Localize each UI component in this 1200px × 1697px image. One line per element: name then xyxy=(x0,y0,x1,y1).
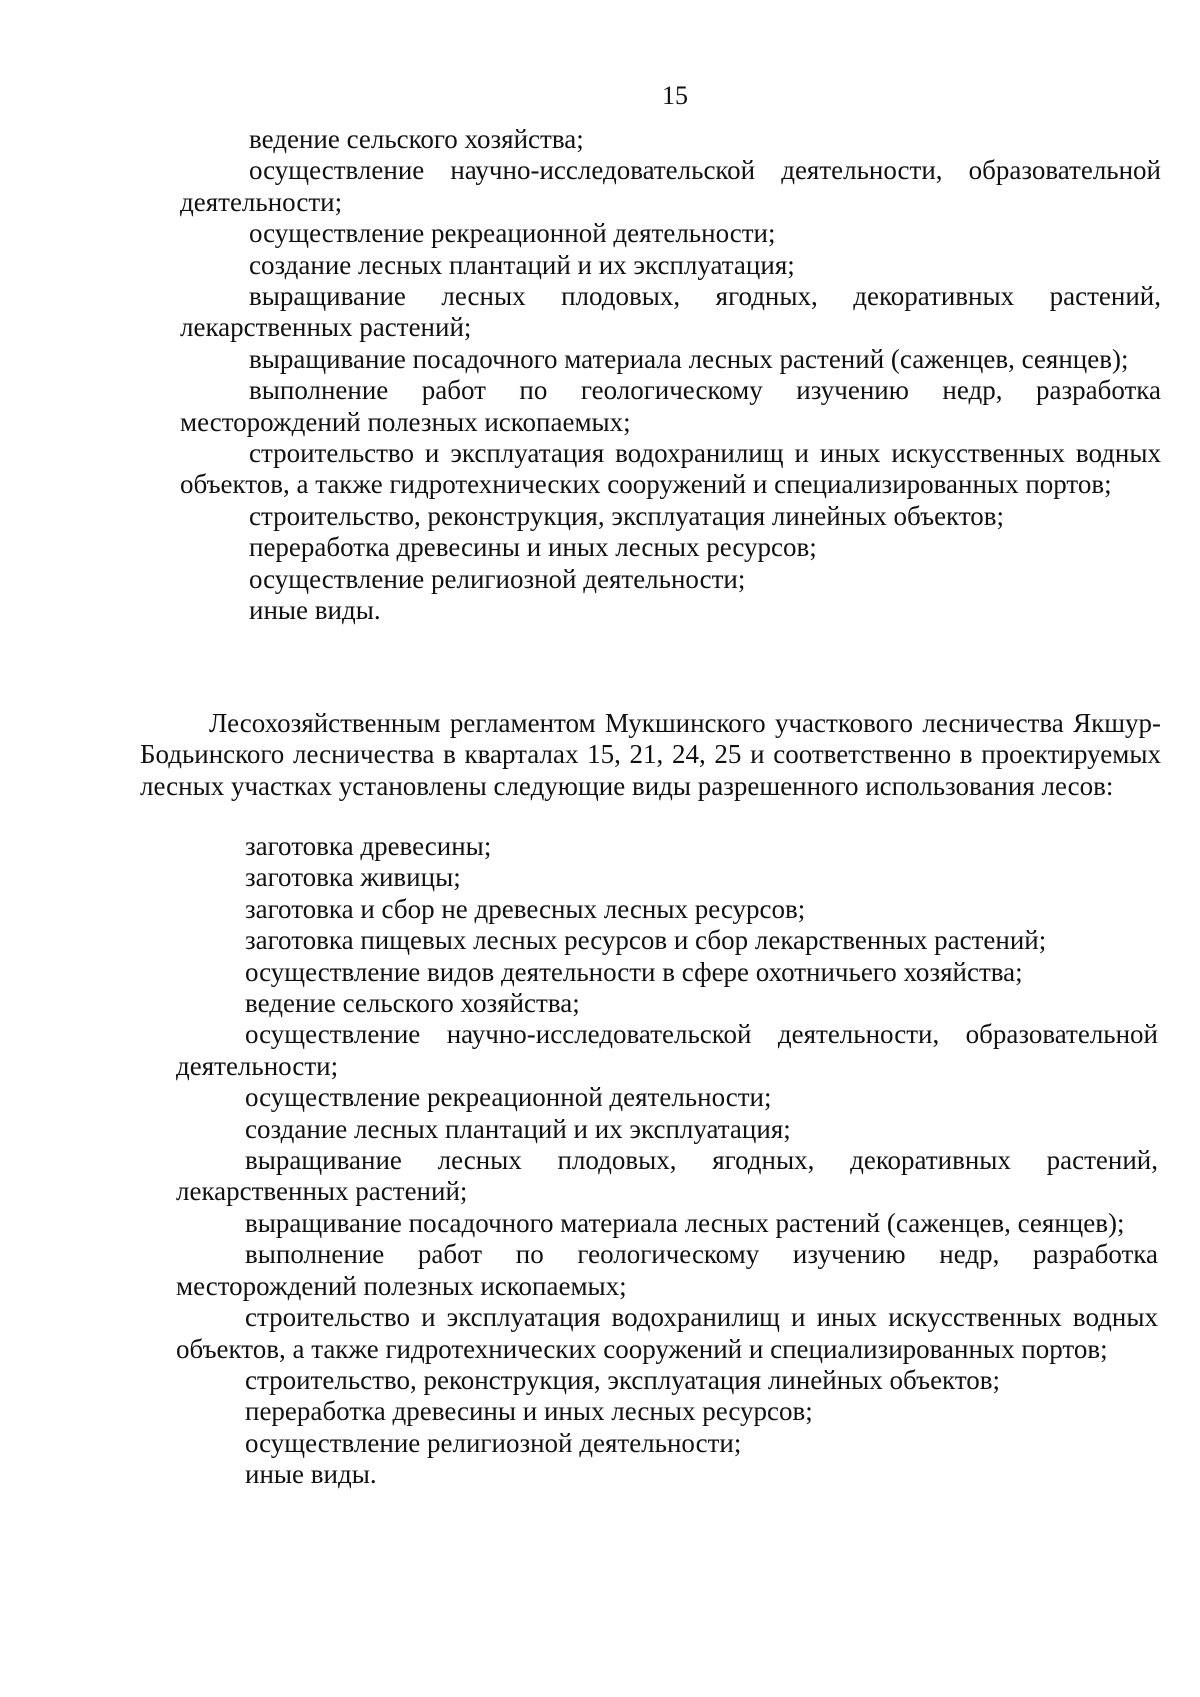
list-item: заготовка живицы; xyxy=(245,862,461,893)
list-item: ведение сельского хозяйства; xyxy=(245,988,580,1019)
list-item: осуществление рекреационной деятельности; xyxy=(245,1082,772,1113)
list-item: выращивание посадочного материала лесных растений (саженцев, сеянцев); xyxy=(245,1207,1125,1238)
list-item: иные виды. xyxy=(245,1459,377,1490)
list-item: ведение сельского хозяйства; xyxy=(249,124,584,154)
list-item: осуществление религиозной деятельности; xyxy=(245,1427,742,1458)
list-item: строительство, реконструкция, эксплуатация линейных объектов; xyxy=(245,1364,1001,1395)
list-item: выращивание посадочного материала лесных растений (саженцев, сеянцев); xyxy=(249,343,1129,374)
list-item: осуществление рекреационной деятельности; xyxy=(249,218,776,249)
list-item: иные виды. xyxy=(249,595,381,626)
regulation-paragraph-block xyxy=(140,708,1161,802)
list-item: создание лесных плантаций и их эксплуатация; xyxy=(249,249,795,280)
list-item: осуществление видов деятельности в сфере охотничьего хозяйства; xyxy=(245,956,1023,987)
usage-list-first xyxy=(180,124,1161,627)
list-item: осуществление религиозной деятельности; xyxy=(249,563,746,594)
list-item: переработка древесины и иных лесных ресурсов; xyxy=(249,532,817,563)
list-item: выполнение работ по геологическому изучению недр, разработка месторождений полезных ископаемых; xyxy=(176,1239,1158,1301)
list-item: осуществление научно-исследовательской деятельности, образовательной деятельности; xyxy=(176,1019,1158,1081)
list-item: строительство и эксплуатация водохранилищ и иных искусственных водных объектов, а также гидротехнических сооружений и специализированных портов; xyxy=(180,438,1161,500)
list-item: переработка древесины и иных лесных ресурсов; xyxy=(245,1396,813,1427)
list-item: выполнение работ по геологическому изучению недр, разработка месторождений полезных ископаемых; xyxy=(180,375,1161,437)
list-item: заготовка пищевых лесных ресурсов и сбор лекарственных растений; xyxy=(245,925,1047,956)
page-number: 15 xyxy=(662,81,688,110)
list-item: заготовка древесины; xyxy=(245,831,492,861)
list-item: строительство, реконструкция, эксплуатация линейных объектов; xyxy=(249,500,1005,531)
list-item: строительство и эксплуатация водохранилищ и иных искусственных водных объектов, а также гидротехнических сооружений и специализированных портов; xyxy=(176,1302,1158,1364)
list-item: выращивание лесных плодовых, ягодных, декоративных растений, лекарственных растений; xyxy=(180,281,1161,343)
list-item: выращивание лесных плодовых, ягодных, декоративных растений, лекарственных растений; xyxy=(176,1145,1158,1207)
list-item: осуществление научно-исследовательской деятельности, образовательной деятельности; xyxy=(180,155,1161,217)
usage-list-second xyxy=(176,831,1158,1491)
list-item: заготовка и сбор не древесных лесных ресурсов; xyxy=(245,893,806,924)
list-item: создание лесных плантаций и их эксплуатация; xyxy=(245,1113,791,1144)
regulation-paragraph: Лесохозяйственным регламентом Мукшинского участкового лесничества Якшур-Бодьинского лесничества в кварталах 15, 21, 24, 25 и соответственно в проектируемых лесных участках установлены следующие виды разрешенного использования лесов: xyxy=(140,708,1161,801)
